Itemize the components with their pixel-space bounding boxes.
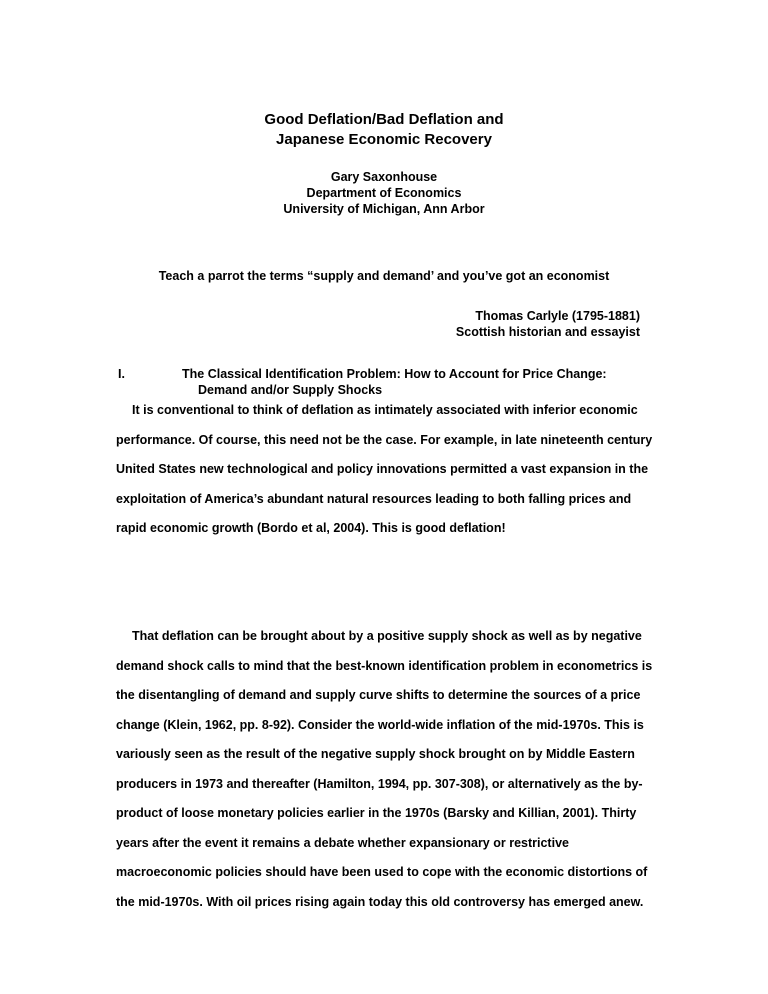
section-title (182, 366, 722, 398)
epigraph-description: Scottish historian and essayist (455, 325, 640, 339)
title-line-2: Japanese Economic Recovery (276, 131, 492, 148)
paragraph-line: That deflation can be brought about by a positive supply shock as well as by negative (132, 629, 642, 643)
author-name: Gary Saxonhouse (330, 170, 438, 184)
section-title-line-2: Demand and/or Supply Shocks (198, 383, 383, 397)
paragraph-line: years after the event it remains a debate whether expansionary or restrictive (116, 835, 569, 850)
author-department: Department of Economics (306, 186, 462, 200)
paragraph-1 (116, 402, 716, 550)
section-number: I. (118, 367, 125, 381)
paragraph-line: It is conventional to think of deflation as intimately associated with inferior economic (132, 403, 638, 417)
paragraph-line: product of loose monetary policies earlier in the 1970s (Barsky and Killian, 2001). Thirty (116, 806, 637, 820)
epigraph-quote: Teach a parrot the terms “supply and demand’ and you’ve got an economist (158, 269, 610, 283)
epigraph-attribution (456, 308, 640, 340)
paragraph-line: United States new technological and policy innovations permitted a vast expansion in the (116, 462, 649, 476)
paragraph-line: the mid-1970s. With oil prices rising again today this old controversy has emerged anew. (116, 894, 644, 909)
paragraph-line: macroeconomic policies should have been used to cope with the economic distortions of (116, 865, 648, 879)
title-line-1: Good Deflation/Bad Deflation and (264, 111, 504, 128)
paragraph-line: demand shock calls to mind that the best-known identification problem in econometrics is (116, 658, 653, 673)
author-institution: University of Michigan, Ann Arbor (283, 202, 485, 216)
section-title-line-1: The Classical Identification Problem: How to Account for Price Change: (182, 367, 607, 381)
paragraph-2 (116, 628, 716, 923)
paragraph-line: rapid economic growth (Bordo et al, 2004). This is good deflation! (116, 521, 506, 535)
paragraph-line: exploitation of America’s abundant natural resources leading to both falling prices and (116, 491, 632, 506)
paragraph-line: producers in 1973 and thereafter (Hamilton, 1994, pp. 307-308), or alternatively as the by- (116, 776, 643, 791)
paragraph-line: performance. Of course, this need not be the case. For example, in late nineteenth century (116, 432, 653, 447)
paragraph-line: variously seen as the result of the negative supply shock brought on by Middle Eastern (116, 747, 635, 761)
paragraph-line: change (Klein, 1962, pp. 8-92). Consider the world-wide inflation of the mid-1970s. This is (116, 717, 644, 732)
paragraph-line: the disentangling of demand and supply curve shifts to determine the sources of a price (116, 688, 641, 702)
paper-title (0, 110, 768, 150)
author-block (0, 169, 768, 217)
epigraph-author: Thomas Carlyle (1795-1881) (475, 309, 640, 323)
